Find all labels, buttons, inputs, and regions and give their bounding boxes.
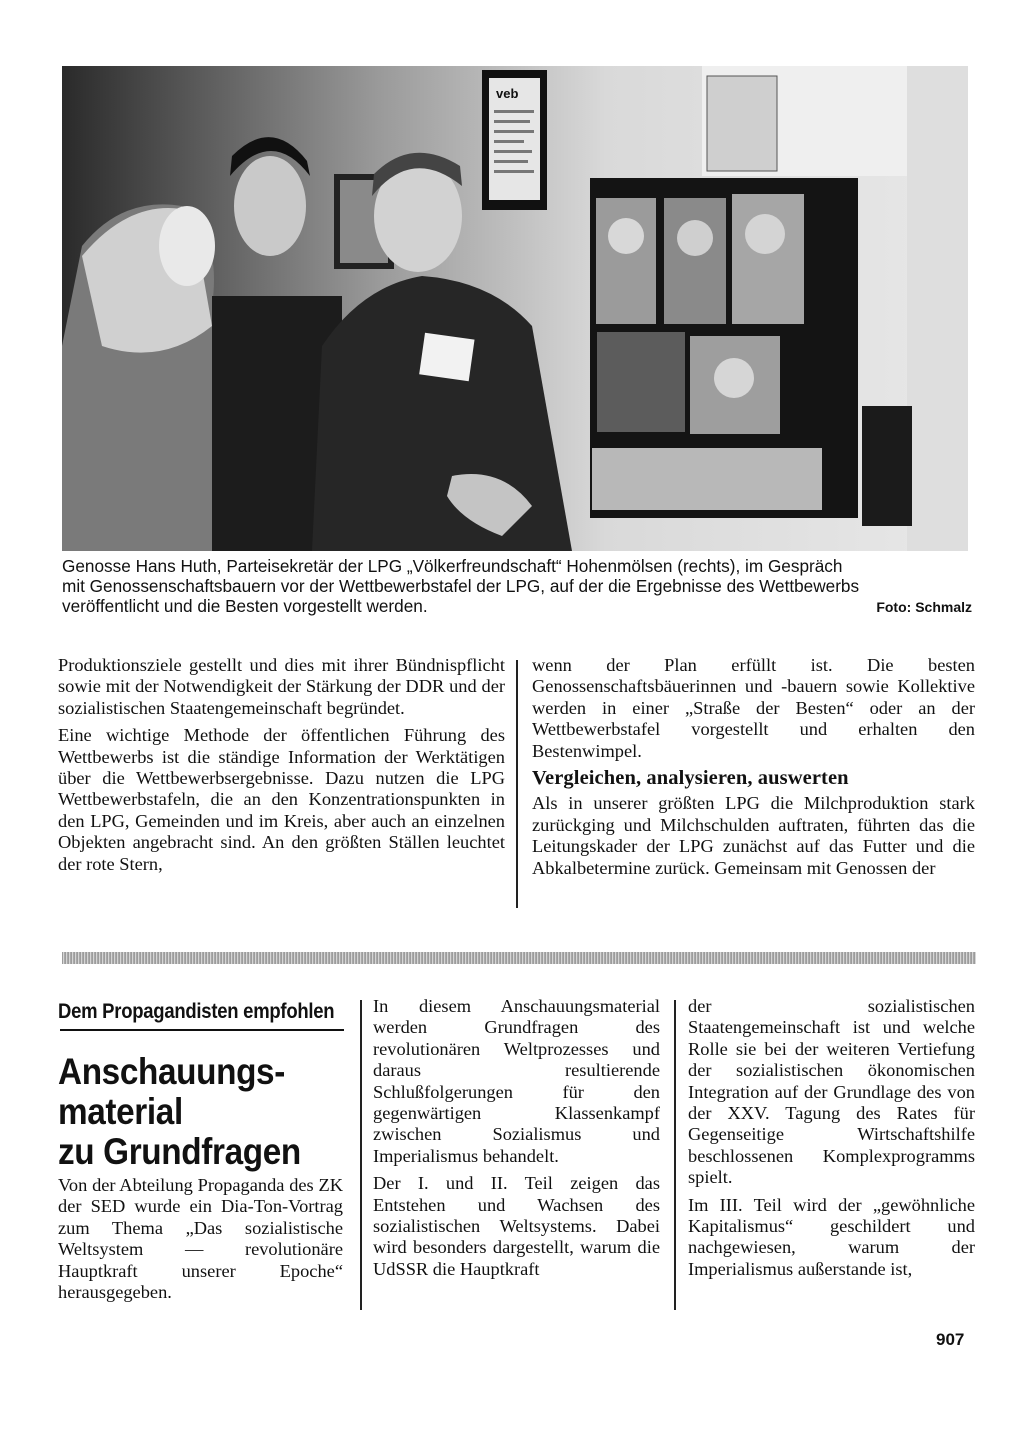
article-paragraph: Eine wichtige Methode der öffentlichen Führung des Wettbewerbs ist die ständige Information der Werktätigen über die Wettbewerbsergebnisse. Dazu nutzen die LPG Wettbewerbstafeln, die an den Konzentrationspunkten in den LPG, Gemeinden und im Kreis, aber auch an einzelnen Objekten angebracht sind. An den größten Ställen leuchtet der rote Stern,	[58, 725, 505, 874]
caption-line-2: mit Genossenschaftsbauern vor der Wettbewerbstafel der LPG, auf der die Ergebnisse des Wettbewerbs	[62, 576, 860, 596]
article-paragraph: Im III. Teil wird der „gewöhnliche Kapitalismus“ geschildert und nachgewiesen, warum der Imperialismus außerstande ist,	[688, 1194, 975, 1279]
caption-line-1: Genosse Hans Huth, Parteisekretär der LPG „Völkerfreundschaft“ Hohenmölsen (rechts), im Gespräch	[62, 556, 843, 576]
headline-line-3: zu Grundfragen	[58, 1131, 301, 1172]
column-divider	[516, 660, 518, 908]
halftone-separator	[62, 952, 976, 964]
box-column-1	[58, 1175, 343, 1303]
box-intro: Von der Abteilung Propaganda des ZK der SED wurde ein Dia-Ton-Vortrag zum Thema „Das sozialistische Weltsystem — revolutionäre Hauptkraft unserer Epoche“ herausgegeben.	[58, 1175, 343, 1303]
article-paragraph: der sozialistischen Staatengemeinschaft ist und welche Rolle sie bei der weiteren Vertiefung der sozialistischen ökonomischen Integration auf der Grundlage des von der XXV. Tagung des Rates für Gegenseitige Wirtschaftshilfe beschlossenen Komplexprogramms spielt.	[688, 996, 975, 1188]
section-heading: Vergleichen, analysieren, auswerten	[532, 767, 849, 790]
box-column-3	[688, 996, 975, 1280]
box-headline	[58, 1052, 328, 1172]
column-divider	[360, 1000, 362, 1310]
headline-line-1: Anschauungs-	[58, 1051, 285, 1092]
article-paragraph: wenn der Plan erfüllt ist. Die besten Genossenschaftsbäuerinnen und -bauern sowie Kollektive werden in einer „Straße der Besten“ oder an der Wettbewerbstafel vorgestellt und erhalten den Bestenwimpel.	[532, 655, 975, 761]
box-kicker: Dem Propagandisten empfohlen	[58, 999, 335, 1023]
article-paragraph: Als in unserer größten LPG die Milchproduktion stark zurückging und Milchschulden auftraten, führten das die Leitungskader der LPG zunächst auf das Futter und die Abkalbetermine zurück. Gemeinsam mit Genossen der	[532, 793, 975, 878]
article-column-right	[532, 655, 975, 879]
column-divider	[674, 1000, 676, 1310]
box-column-2	[373, 996, 660, 1280]
news-photo	[62, 66, 968, 551]
article-paragraph: Produktionsziele gestellt und dies mit ihrer Bündnispflicht sowie mit der Notwendigkeit der Stärkung der DDR und der sozialistischen Staatengemeinschaft begründet.	[58, 655, 505, 718]
page-number: 907	[936, 1330, 965, 1349]
article-column-left	[58, 655, 505, 875]
sign-veb-text: veb	[496, 86, 519, 101]
article-paragraph: Der I. und II. Teil zeigen das Entstehen und Wachsen des sozialistischen Weltsystems. Dabei wird besonders dargestellt, warum die UdSSR die Hauptkraft	[373, 1173, 660, 1279]
photo-caption	[62, 556, 972, 617]
article-paragraph: In diesem Anschauungsmaterial werden Grundfragen des revolutionären Weltprozesses und daraus resultierende Schlußfolgerungen für den gegenwärtigen Klassenkampf zwischen Sozialismus und Imperialismus behandelt.	[373, 996, 660, 1166]
photo-illustration	[62, 66, 968, 551]
photo-credit: Foto: Schmalz	[876, 599, 972, 615]
headline-line-2: material	[58, 1091, 183, 1132]
kicker-underline	[60, 1029, 344, 1031]
caption-line-3: veröffentlicht und die Besten vorgestellt werden.	[62, 596, 428, 616]
